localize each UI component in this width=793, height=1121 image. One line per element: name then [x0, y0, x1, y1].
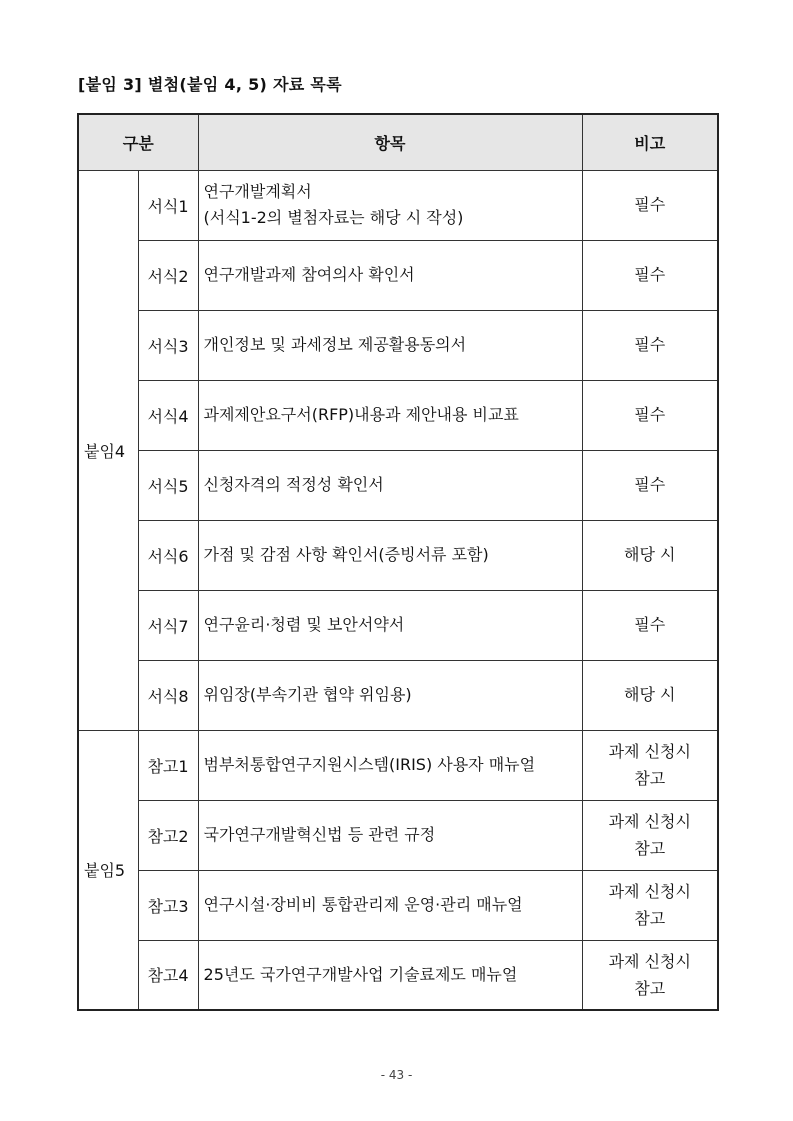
table-row — [78, 660, 718, 730]
row-item — [198, 240, 582, 310]
row-code: 참고1 — [138, 730, 198, 800]
row-item — [198, 170, 582, 240]
table-row — [78, 870, 718, 940]
row-item-line: 연구개발과제 참여의사 확인서 — [203, 265, 415, 285]
header-category: 구분 — [78, 114, 198, 170]
row-item-line: 과제제안요구서(RFP)내용과 제안내용 비교표 — [203, 405, 519, 425]
row-note — [582, 450, 718, 520]
header-item: 항목 — [198, 114, 582, 170]
row-item-line: 연구시설·장비비 통합관리제 운영·관리 매뉴얼 — [203, 895, 523, 915]
row-code: 서식6 — [138, 520, 198, 590]
row-item — [198, 520, 582, 590]
row-note-line: 과제 신청시 — [608, 811, 691, 831]
row-note — [582, 870, 718, 940]
row-code: 참고2 — [138, 800, 198, 870]
row-item-line: 신청자격의 적정성 확인서 — [203, 475, 384, 495]
row-note-line: 참고 — [634, 909, 666, 928]
row-note-line: 필수 — [634, 195, 666, 215]
row-note-line: 과제 신청시 — [608, 951, 691, 971]
table-row — [78, 170, 718, 240]
table-row — [78, 730, 718, 800]
row-note-line: 필수 — [634, 615, 666, 635]
row-code: 서식7 — [138, 590, 198, 660]
row-note-line: 과제 신청시 — [608, 881, 691, 901]
row-code: 참고3 — [138, 870, 198, 940]
row-code: 서식2 — [138, 240, 198, 310]
row-code: 서식3 — [138, 310, 198, 380]
row-note-line: 필수 — [634, 475, 666, 495]
table-row — [78, 800, 718, 870]
row-item-line: 개인정보 및 과세정보 제공활용동의서 — [203, 335, 467, 355]
group-label-attachment4: 붙임4 — [78, 170, 138, 730]
row-note-line: 해당 시 — [624, 545, 676, 565]
row-item — [198, 800, 582, 870]
row-item-line: 연구윤리·청렴 및 보안서약서 — [203, 615, 405, 635]
row-item-line: (서식1-2의 별첨자료는 해당 시 작성) — [203, 208, 464, 227]
row-note — [582, 240, 718, 310]
header-note: 비고 — [582, 114, 718, 170]
row-note-line: 필수 — [634, 265, 666, 285]
row-item-line: 연구개발계획서 — [203, 182, 312, 202]
table-row — [78, 450, 718, 520]
row-item — [198, 730, 582, 800]
row-note-line: 참고 — [634, 839, 666, 858]
table-row — [78, 380, 718, 450]
table-row — [78, 590, 718, 660]
row-item — [198, 870, 582, 940]
row-item-line: 위임장(부속기관 협약 위임용) — [203, 685, 412, 705]
row-code: 참고4 — [138, 940, 198, 1010]
table-row — [78, 240, 718, 310]
row-item-line: 국가연구개발혁신법 등 관련 규정 — [203, 825, 436, 845]
table-row — [78, 520, 718, 590]
row-note-line: 필수 — [634, 405, 666, 425]
row-note — [582, 660, 718, 730]
row-note — [582, 380, 718, 450]
row-note-line: 과제 신청시 — [608, 741, 691, 761]
row-note — [582, 170, 718, 240]
row-item — [198, 380, 582, 450]
page-title: [붙임 3] 별첨(붙임 4, 5) 자료 목록 — [78, 75, 342, 94]
row-code: 서식1 — [138, 170, 198, 240]
row-note-line: 참고 — [634, 769, 666, 788]
row-item — [198, 660, 582, 730]
row-code: 서식8 — [138, 660, 198, 730]
row-item — [198, 310, 582, 380]
row-code: 서식4 — [138, 380, 198, 450]
row-code: 서식5 — [138, 450, 198, 520]
table-row — [78, 310, 718, 380]
row-note-line: 해당 시 — [624, 685, 676, 705]
row-note — [582, 590, 718, 660]
row-item — [198, 590, 582, 660]
row-note — [582, 800, 718, 870]
row-note — [582, 730, 718, 800]
row-note-line: 참고 — [634, 978, 666, 998]
row-item — [198, 450, 582, 520]
group-label-attachment5: 붙임5 — [78, 730, 138, 1010]
table-header-row — [78, 114, 718, 170]
row-note — [582, 940, 718, 1010]
page-number: - 43 - — [380, 1068, 413, 1082]
table-row — [78, 940, 718, 1010]
row-item-line: 범부처통합연구지원시스템(IRIS) 사용자 매뉴얼 — [203, 755, 536, 775]
attachment-list-table — [77, 113, 719, 1011]
row-item-line: 가점 및 감점 사항 확인서(증빙서류 포함) — [203, 545, 489, 565]
row-note-line: 필수 — [634, 335, 666, 355]
row-note — [582, 310, 718, 380]
row-item-line: 25년도 국가연구개발사업 기술료제도 매뉴얼 — [203, 964, 518, 984]
row-note — [582, 520, 718, 590]
row-item — [198, 940, 582, 1010]
